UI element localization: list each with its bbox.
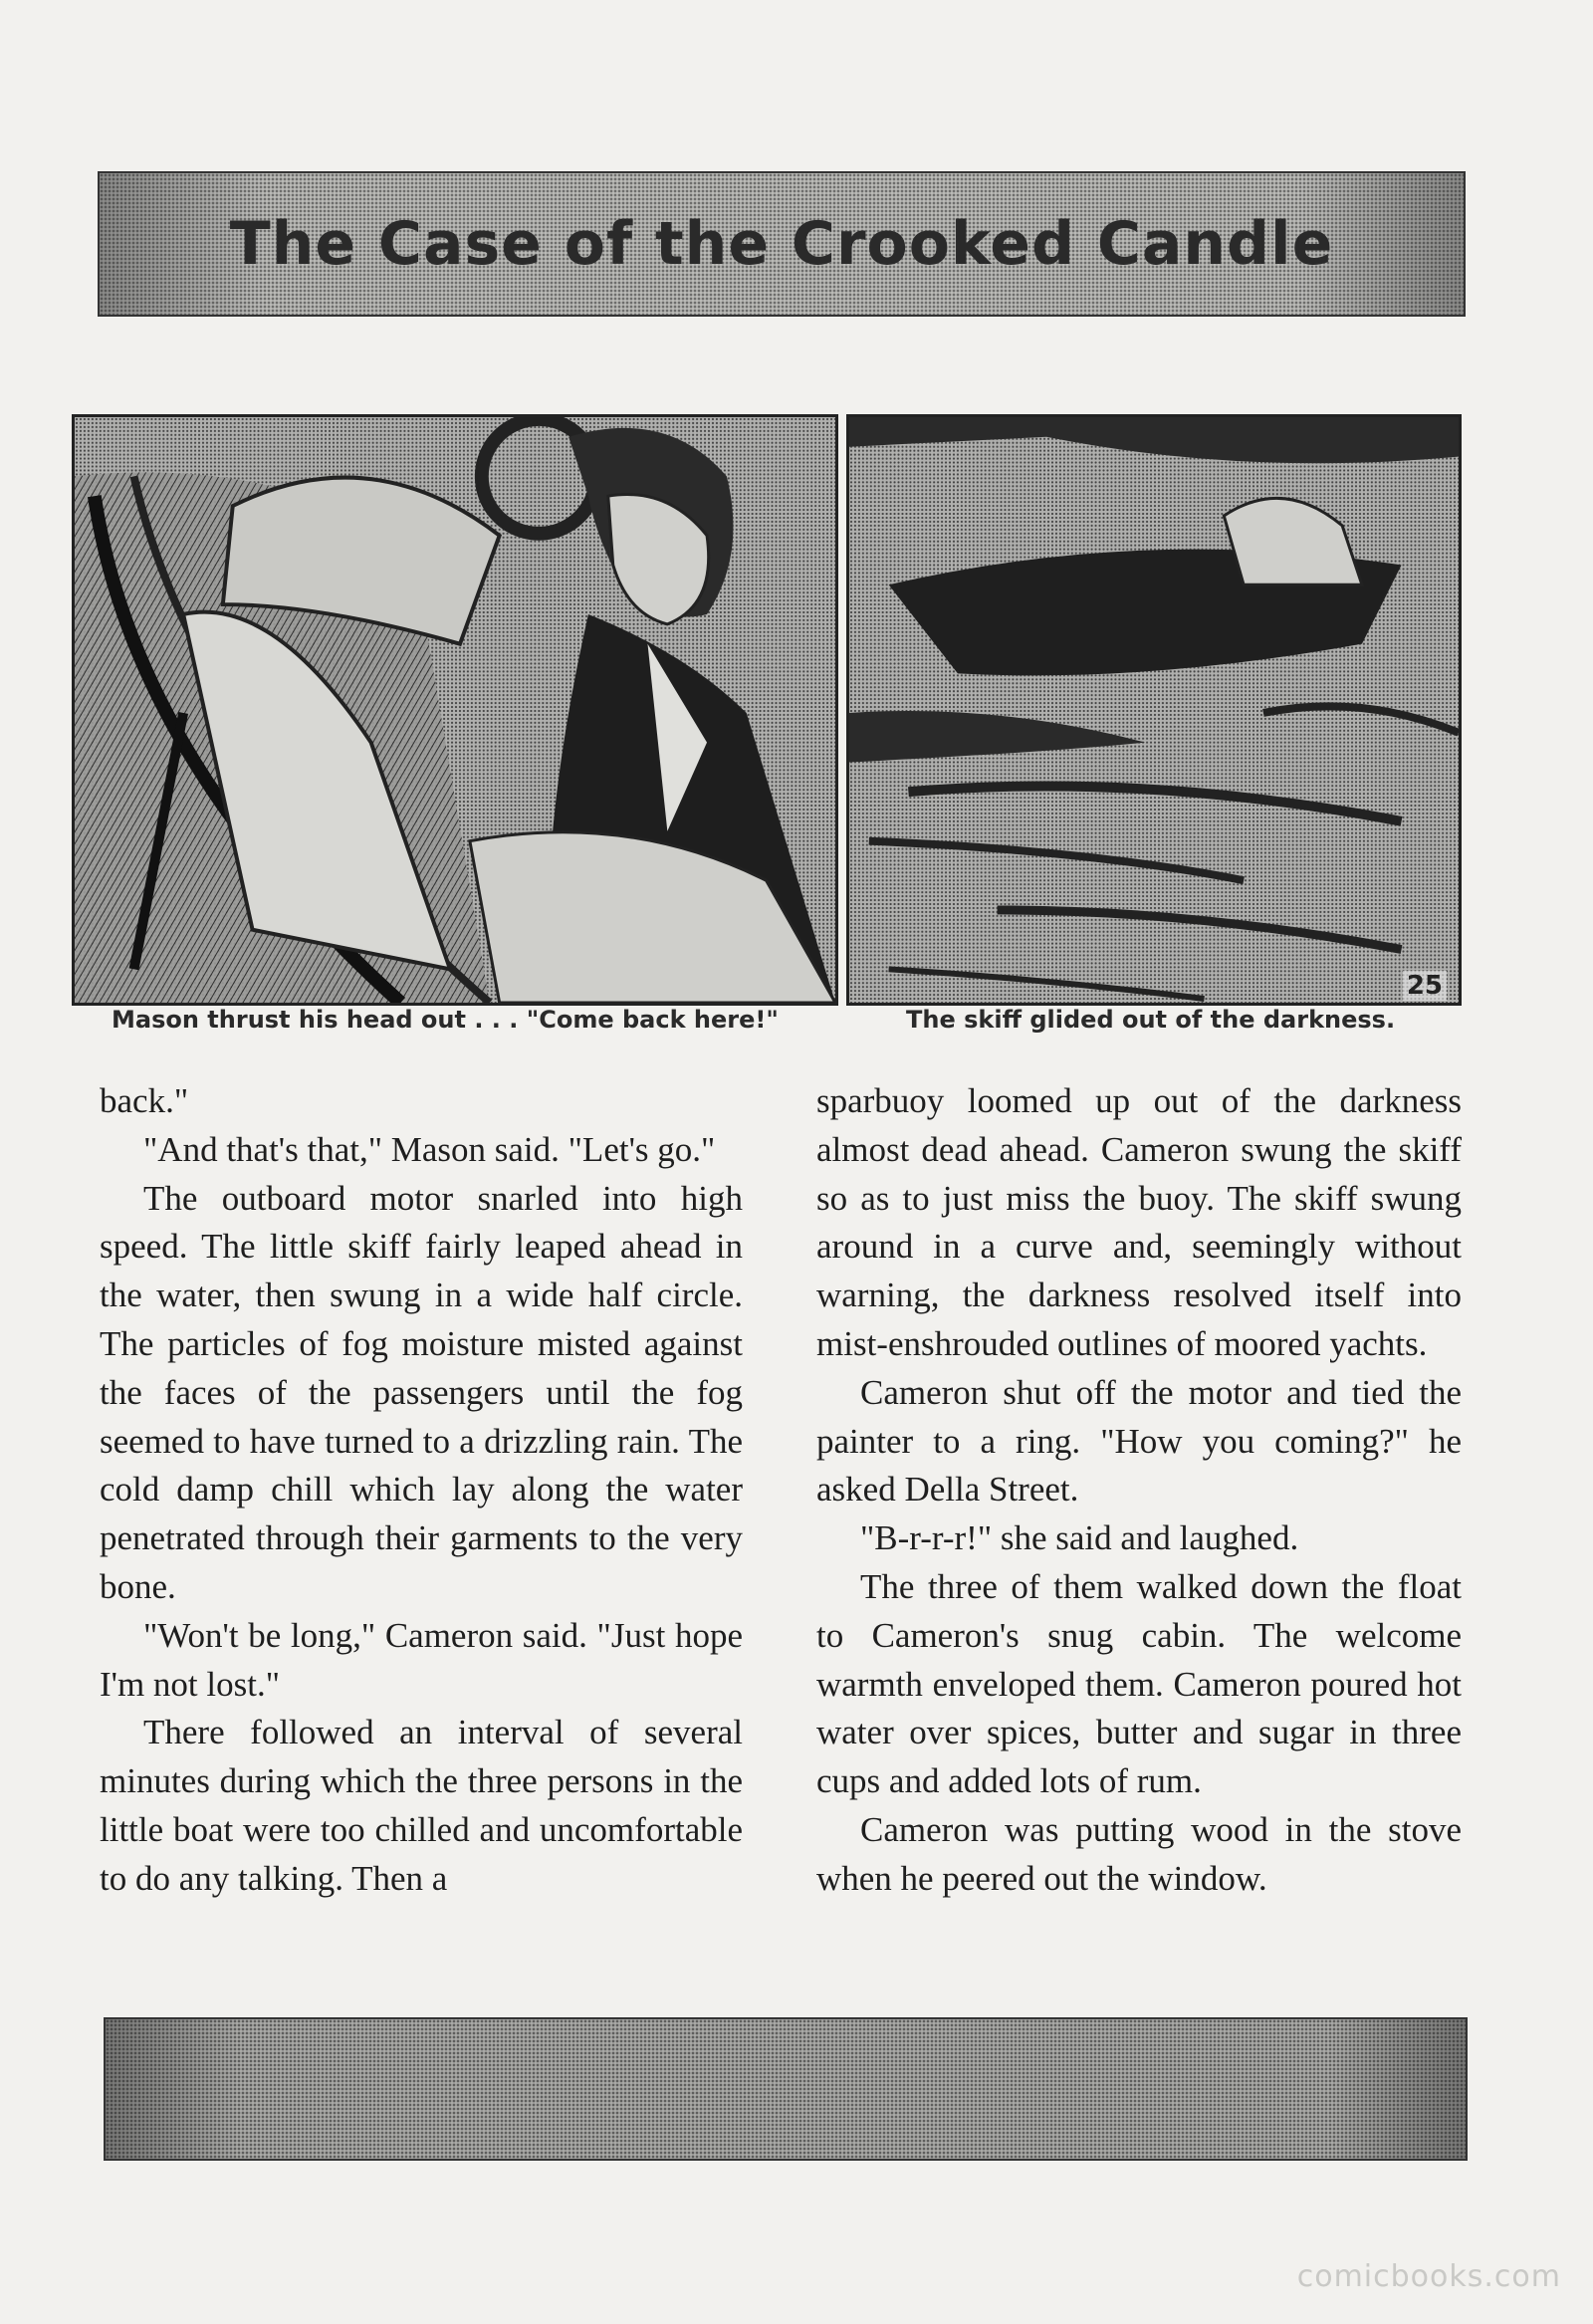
illustration-panel-skiff (846, 414, 1462, 1006)
caption-right: The skiff glided out of the darkness. (906, 1006, 1396, 1034)
illustration-panel-mason (72, 414, 838, 1006)
mason-boat-illustration (75, 417, 835, 1003)
paragraph: Cameron was putting wood in the stove when he peered out the window. (816, 1809, 1462, 1898)
skiff-in-darkness-illustration (849, 417, 1459, 1003)
paragraph: Cameron shut off the motor and tied the painter to a ring. "How you coming?" he asked Della Street. (816, 1372, 1462, 1510)
title-banner (98, 171, 1466, 317)
bottom-banner (104, 2017, 1468, 2161)
paragraph: "B-r-r-r!" she said and laughed. (860, 1518, 1299, 1558)
text-column-left (100, 1077, 743, 1904)
text-column-right (816, 1077, 1462, 1904)
caption-left: Mason thrust his head out . . . "Come back here!" (112, 1006, 779, 1034)
paragraph: "And that's that," Mason said. "Let's go." (143, 1129, 716, 1169)
paragraph: The three of them walked down the float to Cameron's snug cabin. The welcome warmth enveloped them. Cameron poured hot water over spices, butter and sugar in three cups and added lots of rum. (816, 1566, 1462, 1801)
paragraph: The outboard motor snarled into high speed. The little skiff fairly leaped ahead in the water, then swung in a wide half circle. The particles of fog moisture misted against the faces of the passengers until the fog seemed to have turned to a drizzling rain. The cold damp chill which lay along the water penetrated through their garments to the very bone. (100, 1178, 743, 1606)
paragraph: sparbuoy loomed up out of the darkness almost dead ahead. Cameron swung the skiff so as to just miss the buoy. The skiff swung around in a curve and, seemingly without warning, the darkness resolved itself into mist-enshrouded outlines of moored yachts. (816, 1081, 1462, 1363)
story-title: The Case of the Crooked Candle (229, 209, 1334, 279)
paragraph: "Won't be long," Cameron said. "Just hope I'm not lost." (100, 1615, 743, 1704)
page-number: 25 (1403, 971, 1447, 1001)
paragraph: back." (100, 1081, 189, 1120)
paragraph: There followed an interval of several minutes during which the three persons in the little boat were too chilled and uncomfortable to do any talking. Then a (100, 1713, 743, 1898)
watermark: comicbooks.com (1296, 2259, 1561, 2294)
